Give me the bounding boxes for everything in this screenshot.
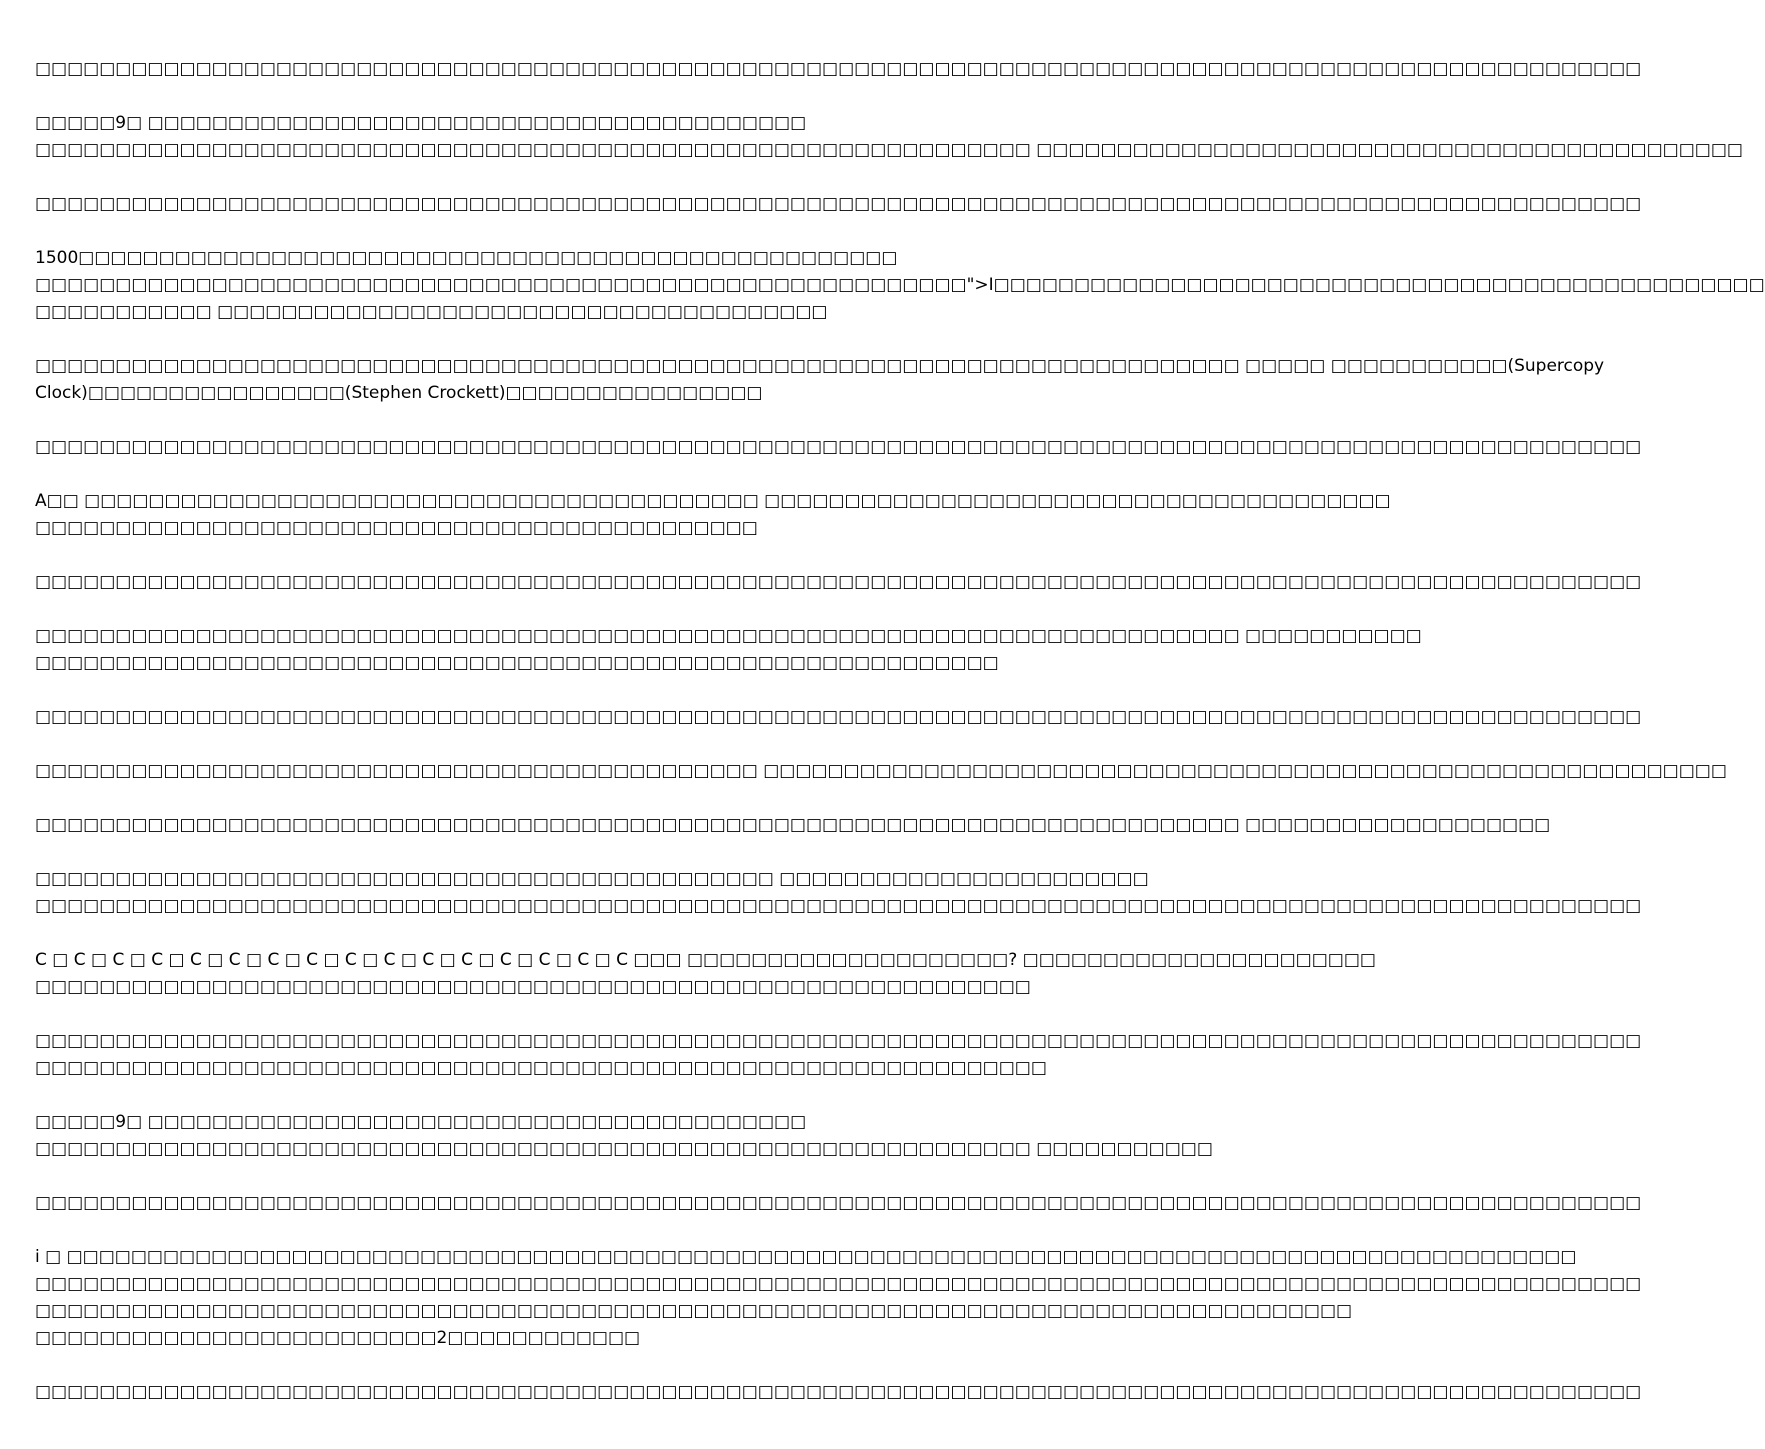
text-line: □□□□□□□□□□□□□□□□□□□□□□□□□□□□□□□□□□□□□□□□□□□□□□□□□□□□□□□□□□□□□□□□□□□□□□□□□□□□□□□□□□□□□□□□□□□□□□□□□□□□ — [35, 1274, 1642, 1294]
paragraph — [35, 56, 1642, 83]
text-line: □□□□□9□ □□□□□□□□□□□□□□□□□□□□□□□□□□□□□□□□□□□□□□□□□ — [35, 1112, 807, 1132]
text-line: □□□□□□□□□□□□□□□□□□□□□□□□□□□□□□□□□□□□□□□□□□□□□□□□□□□□□□□□□□□□□□□□□□□□□□□□□□□□□□□□□□□□□□□□□□□□□□□□□□□□ — [35, 896, 1642, 916]
text-line: □□□□□□□□□□□□□□□□□□□□□□□□□□□□□□□□□□□□□□□□□□□□□□□□□□□□□□□□□□□□□□□□□□□□□□□□□□□ □□□□□ □□□□□□□□□□□(Supercopy — [35, 356, 1605, 376]
text-line: □□□□□□□□□□□□□□□□□□□□□□□□□□□□□□□□□□□□□□□□□□□□□□□□□□□□□□□□□□□□□□□□□□□□□□□□□□□□□□□□□□□□□□□□□□□□□□□□□□□□ — [35, 437, 1642, 457]
text-line: □□□□□□□□□□□□□□□□□□□□□□□□□□□□□□□□□□□□□□□□□□□□□□□□□□□□□□□□□□□□□□□□□□□□□□□□□□□□□□□□□□□□□□□□□□□□□□□□□□□□ — [35, 1382, 1642, 1402]
paragraph — [35, 191, 1642, 218]
text-line: □□□□□□□□□□□□□□□□□□□□□□□□□□□□□□□□□□□□□□□□□□□□□□□□□□□□□□□□□□□□□□□ — [35, 1058, 1047, 1078]
text-line: □□□□□□□□□□□□□□□□□□□□□□□□□□□□□□□□□□□□□□□□□□□□□□□□□□□□□□□□□□□□ — [35, 653, 999, 673]
paragraph — [35, 353, 1605, 407]
text-line: □□□□□□□□□□□□□□□□□□□□□□□□□□□□□□□□□□□□□□□□□□□□□□□□□□□□□□□□□□□□□□ □□□□□□□□□□□□□□□□□□□□□□□□□□□□□□□□□□□□□□□□□□□□ — [35, 140, 1743, 160]
paragraph — [35, 110, 1743, 164]
paragraph — [35, 1379, 1642, 1406]
text-line: □□□□□□□□□□□□□□□□□□□□□□□□□□□□□□□□□□□□□□□□□□□□□□□□□□□□□□□□□□□□□□□□□□□□□□□□□□□□□□□□□□□□□□□□□□□□□□□□□□□□ — [35, 59, 1642, 79]
paragraph — [35, 758, 1727, 785]
text-line: □□□□□□□□□□□□□□□□□□□□□□□□□□□□□□□□□□□□□□□□□□□□□□□□□□□□□□□□□□□□□□□□□□□□□□□□□□□□□□□□□□□□□□□□□□□□□□□□□□□□ — [35, 1031, 1642, 1051]
paragraph — [35, 947, 1376, 1001]
text-line: A□□ □□□□□□□□□□□□□□□□□□□□□□□□□□□□□□□□□□□□□□□□□□ □□□□□□□□□□□□□□□□□□□□□□□□□□□□□□□□□□□□□□□ — [35, 491, 1391, 511]
text-line: □□□□□□□□□□□□□□□□□□□□□□□□□□□□□□□□□□□□□□□□□□□□□□□□□□□□□□□□□□□□□□□□□□□□□□□□□□□ □□□□□□□□□□□ — [35, 626, 1422, 646]
paragraph — [35, 245, 1765, 326]
text-line: □□□□□□□□□□□□□□□□□□□□□□□□□□□□□□□□□□□□□□□□□□□□□ — [35, 518, 758, 538]
text-line: □□□□□9□ □□□□□□□□□□□□□□□□□□□□□□□□□□□□□□□□□□□□□□□□□ — [35, 113, 807, 133]
text-line: □□□□□□□□□□□□□□□□□□□□□□□□□□□□□□□□□□□□□□□□□□□□□□ □□□□□□□□□□□□□□□□□□□□□□□ — [35, 869, 1149, 889]
text-line: C □ C □ C □ C □ C □ C □ C □ C □ C □ C □ C □ C □ C □ C □ C □ C □□□ □□□□□□□□□□□□□□□□□□□□? □□□□□□□□□□□□□□□□□□□□□□ — [35, 950, 1376, 970]
paragraph — [35, 1190, 1642, 1217]
text-line: 1500□□□□□□□□□□□□□□□□□□□□□□□□□□□□□□□□□□□□□□□□□□□□□□□□□□□ — [35, 248, 898, 268]
text-line: □□□□□□□□□□□□□□□□□□□□□□□□□□□□□□□□□□□□□□□□□□□□□□□□□□□□□□□□□□□□□□□□□□□□□□□□□□□□□□□□□□ — [35, 1301, 1353, 1321]
text-line: i □ □□□□□□□□□□□□□□□□□□□□□□□□□□□□□□□□□□□□□□□□□□□□□□□□□□□□□□□□□□□□□□□□□□□□□□□□□□□□□□□□□□□□□□□□□□□□□□ — [35, 1247, 1577, 1267]
text-line: □□□□□□□□□□□□□□□□□□□□□□□□□□□□□□□□□□□□□□□□□□□□□ □□□□□□□□□□□□□□□□□□□□□□□□□□□□□□□□□□□□□□□□□□□□□□□□□□□□□□□□□□□□ — [35, 761, 1727, 781]
paragraph — [35, 623, 1422, 677]
paragraph — [35, 434, 1642, 461]
text-line: □□□□□□□□□□□□□□□□□□□□□□□□□□□□□□□□□□□□□□□□□□□□□□□□□□□□□□□□□□□□□□□□□□□□□□□□□□□ □□□□□□□□□□□□□□□□□□□ — [35, 815, 1551, 835]
text-line: □□□□□□□□□□□ □□□□□□□□□□□□□□□□□□□□□□□□□□□□□□□□□□□□□□ — [35, 302, 828, 322]
text-line: □□□□□□□□□□□□□□□□□□□□□□□□□□□□□□□□□□□□□□□□□□□□□□□□□□□□□□□□□□□□□□□□□□□□□□□□□□□□□□□□□□□□□□□□□□□□□□□□□□□□ — [35, 707, 1642, 727]
text-line: □□□□□□□□□□□□□□□□□□□□□□□□□2□□□□□□□□□□□□ — [35, 1328, 641, 1348]
paragraph — [35, 1028, 1642, 1082]
document-body — [35, 56, 1765, 1433]
text-line: □□□□□□□□□□□□□□□□□□□□□□□□□□□□□□□□□□□□□□□□□□□□□□□□□□□□□□□□□□□□□□ — [35, 977, 1031, 997]
text-line: □□□□□□□□□□□□□□□□□□□□□□□□□□□□□□□□□□□□□□□□□□□□□□□□□□□□□□□□□□□□□□□□□□□□□□□□□□□□□□□□□□□□□□□□□□□□□□□□□□□□ — [35, 572, 1642, 592]
text-line: Clock)□□□□□□□□□□□□□□□□(Stephen Crockett)□□□□□□□□□□□□□□□□ — [35, 383, 763, 403]
paragraph — [35, 1109, 1213, 1163]
text-line: □□□□□□□□□□□□□□□□□□□□□□□□□□□□□□□□□□□□□□□□□□□□□□□□□□□□□□□□□□□□□□ □□□□□□□□□□□ — [35, 1139, 1213, 1159]
text-line: □□□□□□□□□□□□□□□□□□□□□□□□□□□□□□□□□□□□□□□□□□□□□□□□□□□□□□□□□□□□□□□□□□□□□□□□□□□□□□□□□□□□□□□□□□□□□□□□□□□□ — [35, 194, 1642, 214]
text-line: □□□□□□□□□□□□□□□□□□□□□□□□□□□□□□□□□□□□□□□□□□□□□□□□□□□□□□□□□□□□□□□□□□□□□□□□□□□□□□□□□□□□□□□□□□□□□□□□□□□□ — [35, 1193, 1642, 1213]
paragraph — [35, 569, 1642, 596]
paragraph — [35, 488, 1391, 542]
paragraph — [35, 1244, 1642, 1352]
text-line: □□□□□□□□□□□□□□□□□□□□□□□□□□□□□□□□□□□□□□□□□□□□□□□□□□□□□□□□□□">I□□□□□□□□□□□□□□□□□□□□□□□□□□□□□□□□□□□□□□□□□□□□□□□□ — [35, 275, 1765, 295]
paragraph — [35, 866, 1642, 920]
paragraph — [35, 812, 1551, 839]
paragraph — [35, 704, 1642, 731]
